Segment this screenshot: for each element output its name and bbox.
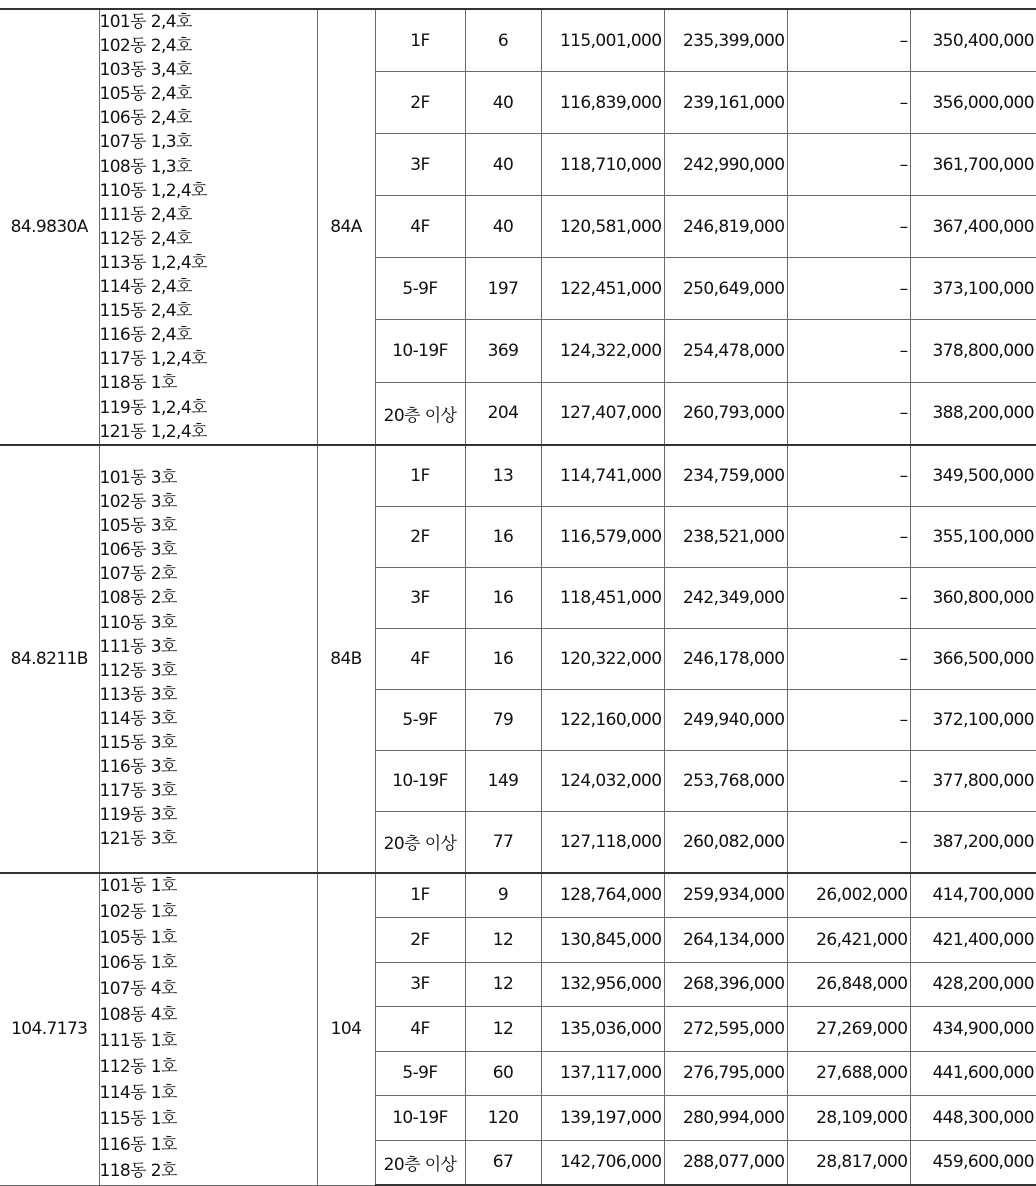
building-unit-line: 110동 1,2,4호	[99, 180, 207, 201]
floor-cell: 5-9F	[375, 689, 465, 750]
building-unit-line: 121동 3호	[99, 829, 177, 850]
extension-price-cell: –	[787, 72, 910, 134]
building-unit-line: 101동 2,4호	[99, 12, 192, 32]
land-price-cell: 122,451,000	[541, 258, 664, 320]
building-unit-line: 110동 3호	[99, 612, 177, 633]
extension-price-cell: –	[787, 320, 910, 382]
total-price-cell: 459,600,000	[910, 1140, 1036, 1185]
land-price-cell: 118,710,000	[541, 134, 664, 196]
building-unit-line: 115동 2,4호	[99, 301, 192, 322]
building-unit-line: 115동 3호	[99, 732, 177, 753]
extension-price-cell: 28,109,000	[787, 1096, 910, 1140]
extension-price-cell: –	[787, 567, 910, 628]
floor-cell: 5-9F	[375, 1051, 465, 1095]
unit-count-cell: 16	[465, 567, 541, 628]
total-price-cell: 448,300,000	[910, 1096, 1036, 1140]
floor-cell: 2F	[375, 72, 465, 134]
building-unit-line: 107동 4호	[99, 979, 177, 1000]
table-row	[0, 873, 1036, 918]
land-price-cell: 127,118,000	[541, 811, 664, 873]
unit-count-cell: 16	[465, 506, 541, 567]
land-price-cell: 142,706,000	[541, 1140, 664, 1185]
building-price-cell: 246,178,000	[664, 628, 787, 689]
building-unit-line: 106동 1호	[99, 953, 177, 974]
building-unit-line: 118동 2호	[99, 1160, 177, 1181]
total-price-cell: 441,600,000	[910, 1051, 1036, 1095]
total-price-cell: 428,200,000	[910, 962, 1036, 1006]
building-unit-line: 107동 2호	[99, 564, 177, 585]
total-price-cell: 355,100,000	[910, 506, 1036, 567]
building-price-cell: 259,934,000	[664, 873, 787, 918]
floor-cell: 3F	[375, 134, 465, 196]
total-price-cell: 421,400,000	[910, 918, 1036, 962]
total-price-cell: 361,700,000	[910, 134, 1036, 196]
building-unit-line: 111동 3호	[99, 636, 177, 657]
unit-count-cell: 40	[465, 72, 541, 134]
unit-count-cell: 77	[465, 811, 541, 873]
total-price-cell: 414,700,000	[910, 873, 1036, 918]
land-price-cell: 124,032,000	[541, 750, 664, 811]
building-price-cell: 238,521,000	[664, 506, 787, 567]
extension-price-cell: –	[787, 382, 910, 445]
total-price-cell: 350,400,000	[910, 9, 1036, 72]
land-price-cell: 127,407,000	[541, 382, 664, 445]
land-price-cell: 135,036,000	[541, 1007, 664, 1051]
unit-count-cell: 12	[465, 962, 541, 1006]
unit-type-cell: 84.9830A	[0, 9, 99, 445]
land-price-cell: 122,160,000	[541, 689, 664, 750]
total-price-cell: 434,900,000	[910, 1007, 1036, 1051]
extension-price-cell: 26,002,000	[787, 873, 910, 918]
total-price-cell: 360,800,000	[910, 567, 1036, 628]
building-unit-line: 105동 3호	[99, 516, 177, 537]
building-unit-line: 112동 1호	[99, 1057, 177, 1078]
building-price-cell: 239,161,000	[664, 72, 787, 134]
total-price-cell: 387,200,000	[910, 811, 1036, 873]
type-code-cell: 84A	[317, 9, 375, 445]
building-unit-line: 119동 3호	[99, 805, 177, 826]
extension-price-cell: –	[787, 811, 910, 873]
unit-type-cell: 104.7173	[0, 873, 99, 1185]
land-price-cell: 115,001,000	[541, 9, 664, 72]
table-row	[0, 9, 1036, 72]
total-price-cell: 388,200,000	[910, 382, 1036, 445]
land-price-cell: 116,839,000	[541, 72, 664, 134]
building-unit-line: 108동 2호	[99, 588, 177, 609]
extension-price-cell: –	[787, 750, 910, 811]
floor-cell: 4F	[375, 196, 465, 258]
floor-cell: 20층 이상	[375, 1140, 465, 1185]
unit-count-cell: 67	[465, 1140, 541, 1185]
building-price-cell: 280,994,000	[664, 1096, 787, 1140]
unit-count-cell: 16	[465, 628, 541, 689]
building-price-cell: 242,990,000	[664, 134, 787, 196]
building-price-cell: 253,768,000	[664, 750, 787, 811]
extension-price-cell: 28,817,000	[787, 1140, 910, 1185]
building-unit-line: 118동 1호	[99, 373, 177, 394]
building-unit-line: 106동 3호	[99, 540, 177, 561]
extension-price-cell: 26,421,000	[787, 918, 910, 962]
building-price-cell: 249,940,000	[664, 689, 787, 750]
building-price-cell: 276,795,000	[664, 1051, 787, 1095]
unit-count-cell: 79	[465, 689, 541, 750]
total-price-cell: 356,000,000	[910, 72, 1036, 134]
land-price-cell: 116,579,000	[541, 506, 664, 567]
building-price-cell: 235,399,000	[664, 9, 787, 72]
building-price-cell: 254,478,000	[664, 320, 787, 382]
building-unit-line: 108동 1,3호	[99, 156, 192, 177]
floor-cell: 4F	[375, 1007, 465, 1051]
extension-price-cell: –	[787, 134, 910, 196]
extension-price-cell: 27,269,000	[787, 1007, 910, 1051]
building-unit-line: 102동 3호	[99, 492, 177, 513]
total-price-cell: 349,500,000	[910, 445, 1036, 507]
floor-cell: 1F	[375, 9, 465, 72]
price-table	[0, 8, 1036, 1186]
building-units-cell	[99, 445, 317, 873]
unit-count-cell: 197	[465, 258, 541, 320]
building-unit-line: 116동 3호	[99, 757, 177, 778]
building-unit-line: 111동 1호	[99, 1031, 177, 1052]
land-price-cell: 130,845,000	[541, 918, 664, 962]
building-price-cell: 234,759,000	[664, 445, 787, 507]
building-price-cell: 272,595,000	[664, 1007, 787, 1051]
building-unit-line: 102동 2,4호	[99, 36, 192, 57]
building-unit-line: 105동 2,4호	[99, 84, 192, 105]
total-price-cell: 372,100,000	[910, 689, 1036, 750]
total-price-cell: 367,400,000	[910, 196, 1036, 258]
extension-price-cell: 26,848,000	[787, 962, 910, 1006]
building-unit-line: 119동 1,2,4호	[99, 397, 207, 418]
building-unit-line: 115동 1호	[99, 1108, 177, 1129]
extension-price-cell: –	[787, 689, 910, 750]
floor-cell: 3F	[375, 567, 465, 628]
building-unit-line: 111동 2,4호	[99, 204, 192, 225]
building-unit-line: 105동 1호	[99, 927, 177, 948]
building-unit-line: 102동 1호	[99, 901, 177, 922]
building-unit-line: 117동 1,2,4호	[99, 349, 207, 370]
extension-price-cell: –	[787, 445, 910, 507]
total-price-cell: 378,800,000	[910, 320, 1036, 382]
unit-count-cell: 13	[465, 445, 541, 507]
land-price-cell: 139,197,000	[541, 1096, 664, 1140]
unit-count-cell: 369	[465, 320, 541, 382]
building-unit-line: 112동 2,4호	[99, 228, 192, 249]
building-unit-line: 106동 2,4호	[99, 108, 192, 129]
total-price-cell: 377,800,000	[910, 750, 1036, 811]
building-unit-line: 114동 2,4호	[99, 277, 192, 298]
unit-count-cell: 40	[465, 134, 541, 196]
unit-count-cell: 60	[465, 1051, 541, 1095]
floor-cell: 20층 이상	[375, 811, 465, 873]
land-price-cell: 120,581,000	[541, 196, 664, 258]
building-units-cell	[99, 9, 317, 445]
unit-count-cell: 204	[465, 382, 541, 445]
floor-cell: 10-19F	[375, 750, 465, 811]
extension-price-cell: –	[787, 258, 910, 320]
land-price-cell: 118,451,000	[541, 567, 664, 628]
floor-cell: 10-19F	[375, 320, 465, 382]
building-price-cell: 246,819,000	[664, 196, 787, 258]
type-code-cell: 84B	[317, 445, 375, 873]
extension-price-cell: –	[787, 506, 910, 567]
building-unit-line: 107동 1,3호	[99, 132, 192, 153]
table-row	[0, 445, 1036, 507]
building-price-cell: 260,082,000	[664, 811, 787, 873]
building-price-cell: 264,134,000	[664, 918, 787, 962]
floor-cell: 5-9F	[375, 258, 465, 320]
floor-cell: 10-19F	[375, 1096, 465, 1140]
land-price-cell: 137,117,000	[541, 1051, 664, 1095]
building-price-cell: 268,396,000	[664, 962, 787, 1006]
land-price-cell: 132,956,000	[541, 962, 664, 1006]
price-table-body	[0, 9, 1036, 1185]
building-unit-line: 112동 3호	[99, 660, 177, 681]
building-price-cell: 288,077,000	[664, 1140, 787, 1185]
floor-cell: 4F	[375, 628, 465, 689]
building-unit-line: 101동 1호	[99, 875, 177, 896]
building-unit-line: 116동 2,4호	[99, 325, 192, 346]
total-price-cell: 373,100,000	[910, 258, 1036, 320]
building-unit-line: 114동 1호	[99, 1082, 177, 1103]
unit-count-cell: 9	[465, 873, 541, 918]
type-code-cell: 104	[317, 873, 375, 1185]
floor-cell: 2F	[375, 506, 465, 567]
land-price-cell: 128,764,000	[541, 873, 664, 918]
total-price-cell: 366,500,000	[910, 628, 1036, 689]
floor-cell: 20층 이상	[375, 382, 465, 445]
extension-price-cell: 27,688,000	[787, 1051, 910, 1095]
floor-cell: 2F	[375, 918, 465, 962]
building-price-cell: 242,349,000	[664, 567, 787, 628]
building-price-cell: 250,649,000	[664, 258, 787, 320]
unit-count-cell: 6	[465, 9, 541, 72]
extension-price-cell: –	[787, 628, 910, 689]
building-unit-line: 116동 1호	[99, 1134, 177, 1155]
building-unit-line: 101동 3호	[99, 467, 177, 488]
building-unit-line: 114동 3호	[99, 708, 177, 729]
building-unit-line: 117동 3호	[99, 781, 177, 802]
building-unit-line: 103동 3,4호	[99, 60, 192, 81]
unit-count-cell: 40	[465, 196, 541, 258]
building-unit-line: 113동 3호	[99, 684, 177, 705]
unit-count-cell: 120	[465, 1096, 541, 1140]
building-units-cell	[99, 873, 317, 1185]
unit-count-cell: 12	[465, 918, 541, 962]
extension-price-cell: –	[787, 9, 910, 72]
building-price-cell: 260,793,000	[664, 382, 787, 445]
building-unit-line: 108동 4호	[99, 1005, 177, 1026]
unit-type-cell: 84.8211B	[0, 445, 99, 873]
extension-price-cell: –	[787, 196, 910, 258]
land-price-cell: 120,322,000	[541, 628, 664, 689]
unit-count-cell: 12	[465, 1007, 541, 1051]
land-price-cell: 114,741,000	[541, 445, 664, 507]
building-unit-line: 113동 1,2,4호	[99, 252, 207, 273]
unit-count-cell: 149	[465, 750, 541, 811]
floor-cell: 3F	[375, 962, 465, 1006]
building-unit-line: 121동 1,2,4호	[99, 421, 207, 442]
floor-cell: 1F	[375, 873, 465, 918]
floor-cell: 1F	[375, 445, 465, 507]
land-price-cell: 124,322,000	[541, 320, 664, 382]
